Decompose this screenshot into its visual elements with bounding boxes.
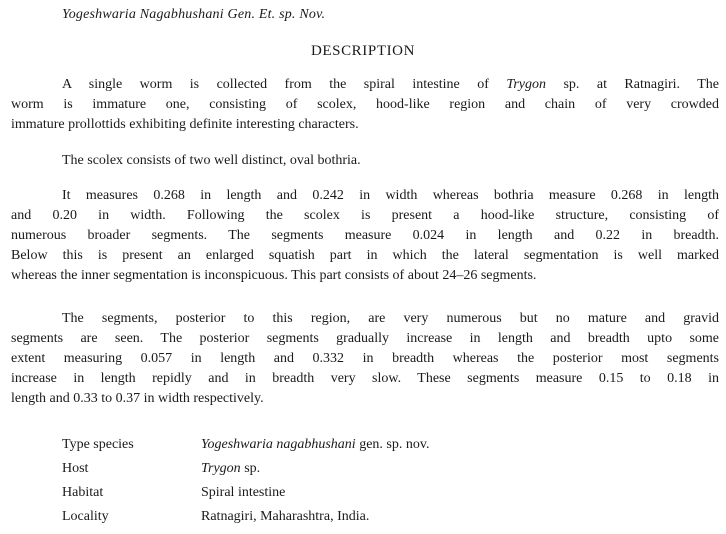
paragraph-line: segments are seen. The posterior segments gradually increase in length and breadth upto some xyxy=(11,331,719,346)
paragraph-line: increase in length repidly and in breadth very slow. These segments measure 0.15 to 0.18 in xyxy=(11,371,719,386)
info-value xyxy=(201,433,429,457)
info-label: Host xyxy=(62,461,89,476)
info-label: Type species xyxy=(62,437,134,452)
paragraph-line: The scolex consists of two well distinct, oval bothria. xyxy=(62,153,361,168)
paragraph-line: immature prollottids exhibiting definite interesting characters. xyxy=(11,117,359,132)
paragraph-line: and 0.20 in width. Following the scolex is present a hood-like structure, consisting of xyxy=(11,208,719,223)
section-heading xyxy=(0,43,726,60)
paragraph-line: The segments, posterior to this region, are very numerous but no mature and gravid xyxy=(62,311,719,326)
section-heading-text: DESCRIPTION xyxy=(310,43,416,59)
genus-italic: Trygon xyxy=(201,461,241,476)
species-italic: Yogeshwaria nagabhushani xyxy=(201,437,356,452)
paragraph-line: length and 0.33 to 0.37 in width respectively. xyxy=(11,391,264,406)
paragraph-line: whereas the inner segmentation is inconspicuous. This part consists of about 24–26 segments. xyxy=(11,268,537,283)
paragraph-line: numerous broader segments. The segments measure 0.024 in length and 0.22 in breadth. xyxy=(11,228,719,243)
paragraph-scolex xyxy=(11,151,719,171)
genus-italic: Trygon xyxy=(506,77,547,92)
paragraph-line: Below this is present an enlarged squatish part in which the lateral segmentation is well marked xyxy=(11,248,719,263)
info-row-habitat xyxy=(62,481,429,505)
species-title: Yogeshwaria Nagabhushani Gen. Et. sp. Nov. xyxy=(62,7,326,22)
text-span: A single worm is collected from the spiral intestine of xyxy=(62,77,507,92)
info-row-locality xyxy=(62,505,429,529)
paragraph-collection xyxy=(11,75,719,135)
paragraph-measurements xyxy=(11,186,719,286)
info-value: Ratnagiri, Maharashtra, India. xyxy=(201,509,370,524)
paragraph-line: worm is immature one, consisting of scolex, hood-like region and chain of very crowded xyxy=(11,97,719,112)
paragraph-line: extent measuring 0.057 in length and 0.332 in breadth whereas the posterior most segments xyxy=(11,351,719,366)
info-value xyxy=(201,457,260,481)
info-row-host xyxy=(62,457,429,481)
paragraph-segments xyxy=(11,309,719,409)
paragraph-line: It measures 0.268 in length and 0.242 in width whereas bothria measure 0.268 in length xyxy=(62,188,719,203)
paragraph-line xyxy=(11,75,719,95)
info-row-type-species xyxy=(62,433,429,457)
text-span: sp. at Ratnagiri. The xyxy=(546,77,719,92)
info-label: Habitat xyxy=(62,485,104,500)
species-info-table xyxy=(62,433,429,529)
text-span: gen. sp. nov. xyxy=(355,437,430,452)
text-span: sp. xyxy=(240,461,261,476)
info-value: Spiral intestine xyxy=(201,485,286,500)
info-label: Locality xyxy=(62,509,109,524)
